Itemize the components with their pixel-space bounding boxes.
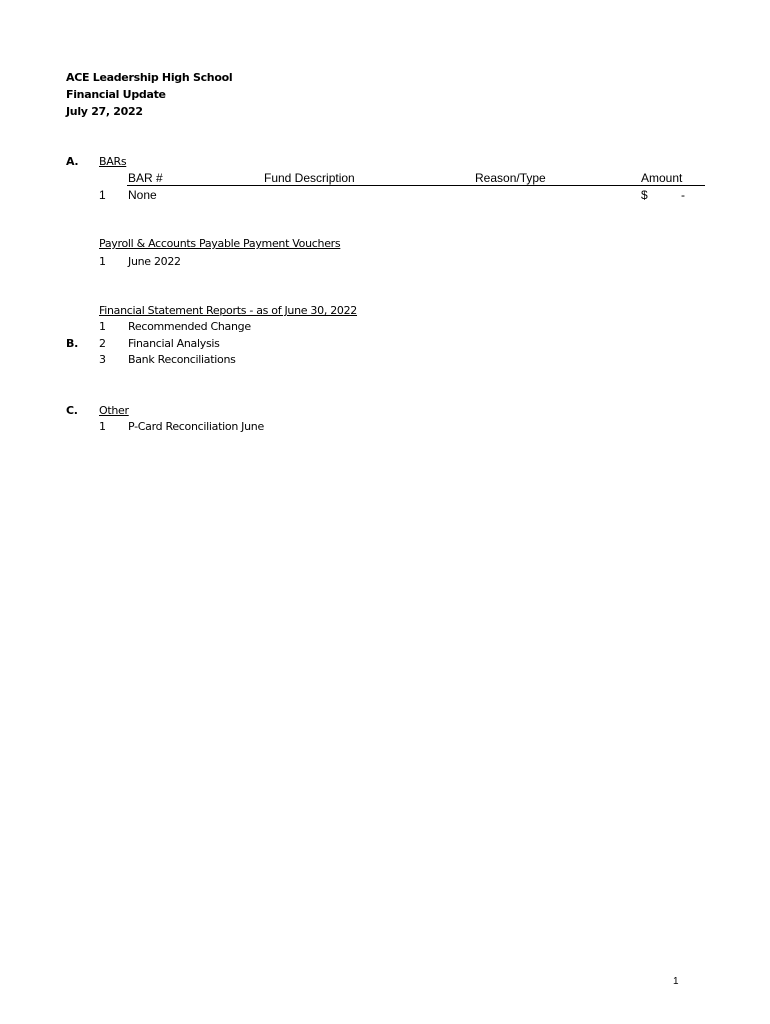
item-label: P-Card Reconciliation June (128, 420, 264, 433)
row-amount: - (681, 188, 685, 202)
report-date: July 27, 2022 (66, 105, 143, 118)
payroll-heading: Payroll & Accounts Payable Payment Vouchers (99, 237, 341, 250)
col-header-reason-type: Reason/Type (475, 171, 546, 185)
col-header-amount: Amount (641, 171, 683, 185)
section-a-marker: A. (66, 155, 79, 168)
item-number: 2 (99, 337, 106, 350)
col-header-bar-number: BAR # (128, 171, 163, 185)
report-title: Financial Update (66, 88, 166, 101)
header-rule (127, 185, 705, 186)
item-number: 3 (99, 353, 106, 366)
row-bar: None (128, 188, 157, 202)
row-number: 1 (99, 188, 106, 202)
section-c-marker: C. (66, 404, 78, 417)
bars-heading: BARs (99, 155, 127, 168)
financial-statements-heading: Financial Statement Reports - as of June 30, 2022 (99, 304, 358, 317)
other-heading: Other (99, 404, 129, 417)
page-number: 1 (673, 976, 679, 987)
item-label: Bank Reconciliations (128, 353, 236, 366)
item-label: June 2022 (128, 255, 181, 268)
item-number: 1 (99, 420, 106, 433)
row-currency: $ (641, 188, 648, 202)
item-number: 1 (99, 320, 106, 333)
section-b-marker: B. (66, 337, 78, 350)
col-header-fund-description: Fund Description (264, 171, 355, 185)
item-label: Recommended Change (128, 320, 251, 333)
item-label: Financial Analysis (128, 337, 220, 350)
item-number: 1 (99, 255, 106, 268)
school-name: ACE Leadership High School (66, 71, 233, 84)
